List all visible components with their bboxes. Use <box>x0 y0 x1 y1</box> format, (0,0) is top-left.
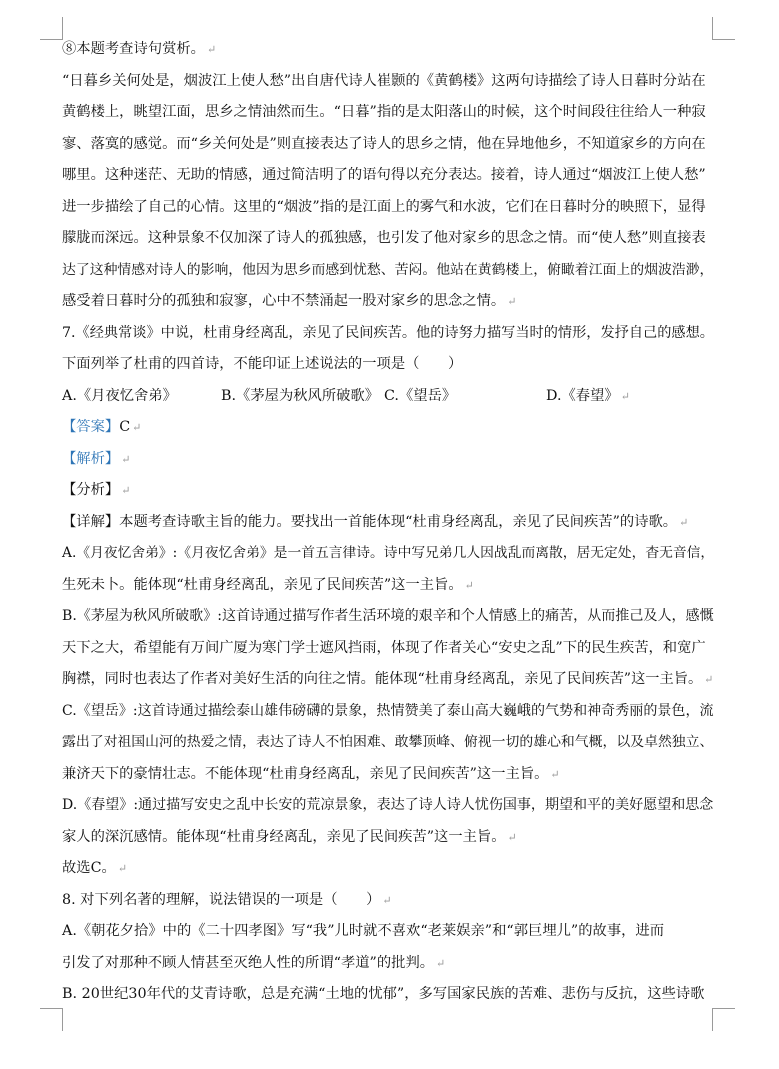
text-line: B. 20世纪30年代的艾青诗歌，总是充满“土地的忧郁”，多写国家民族的苦难、悲伤与反抗，这些诗歌 <box>62 986 705 1002</box>
option-d: D.《春望》 ↵ <box>546 387 630 404</box>
answer-tag: 【答案】 <box>62 419 120 435</box>
text-line: A.《月夜忆舍弟》:《月夜忆舍弟》是一首五言律诗。诗中写兄弟几人因战乱而离散，居无定处，杳无音信， <box>62 545 715 561</box>
option-c: C.《望岳》 <box>384 387 457 404</box>
text-line: 故选C。 ↵ <box>62 860 128 876</box>
text-line: C.《望岳》:这首诗通过描绘泰山雄伟磅礴的景象，热情赞美了泰山高大巍峨的气势和神奇秀丽的景色，流 <box>62 702 714 719</box>
text-line: 兼济天下的豪情壮志。不能体现“杜甫身经离乱，亲见了民间疾苦”这一主旨。 ↵ <box>62 765 560 782</box>
text-line: 朦胧而深远。这种景象不仅加深了诗人的孤独感，也引发了他对家乡的思念之情。而“使人愁”则直接表 <box>62 230 706 246</box>
fenxi-tag: 【分析】 <box>62 482 120 498</box>
text-line: A.《朝花夕拾》中的《二十四孝图》写“我”儿时就不喜欢“老莱娱亲”和“郭巨埋儿”的故事，进而 <box>62 923 665 939</box>
fenxi-line: 【分析】 ↵ <box>62 482 131 498</box>
text-line: 引发了对那种不顾人情甚至灭绝人性的所谓“孝道”的批判。 ↵ <box>62 954 446 971</box>
text-line: B.《茅屋为秋风所破歌》:这首诗通过描写作者生活环境的艰辛和个人情感上的痛苦，从而推己及人，感慨 <box>62 608 714 624</box>
option-a: A.《月夜忆舍弟》 <box>62 387 177 404</box>
text-line: 生死未卜。能体现“杜甫身经离乱，亲见了民间疾苦”这一主旨。 ↵ <box>62 576 474 593</box>
text-line: 寥、落寞的感觉。而“乡关何处是”则直接表达了诗人的思乡之情，他在异地他乡，不知道家乡的方向在 <box>62 135 706 152</box>
text-line: ⑧本题考查诗句赏析。 ↵ <box>62 41 217 57</box>
question-7-stem: 7.《经典常谈》中说，杜甫身经离乱，亲见了民间疾苦。他的诗努力描写当时的情形，发抒自己的感想。 <box>62 324 714 341</box>
text-line: 家人的深沉感情。能体现“杜甫身经离乱，亲见了民间疾苦”这一主旨。 ↵ <box>62 828 517 845</box>
text-line: 露出了对祖国山河的热爱之情，表达了诗人不怕困难、敢攀顶峰、俯视一切的雄心和气概，以及卓然独立、 <box>62 734 714 750</box>
answer-line: 【答案】C ↵ <box>62 419 142 435</box>
page-corner-mark-top-right <box>712 17 735 40</box>
question-7-options <box>62 386 714 406</box>
page-corner-mark-bottom-left <box>40 1008 63 1031</box>
text-line: 天下之大，希望能有万间广厦为寒门学士遮风挡雨，体现了作者关心“安史之乱”下的民生疾苦，和宽广 <box>62 639 706 656</box>
analysis-tag: 【解析】 <box>62 450 120 467</box>
text-line: 达了这种情感对诗人的影响，他因为思乡而感到忧愁、苦闷。他站在黄鹤楼上，俯瞰着江面上的烟波浩渺， <box>62 261 714 278</box>
text-line: “日暮乡关何处是，烟波江上使人愁”出自唐代诗人崔颢的《黄鹤楼》这两句诗描绘了诗人日暮时分站在 <box>62 72 706 89</box>
option-b: B.《茅屋为秋风所破歌》 <box>221 387 380 404</box>
answer-value: C <box>119 419 131 435</box>
question-8-stem: 8. 对下列名著的理解，说法错误的一项是（ ） ↵ <box>62 891 392 908</box>
text-line: 【详解】本题考查诗歌主旨的能力。要找出一首能体现“杜甫身经离乱，亲见了民间疾苦”的诗歌。 ↵ <box>62 513 689 530</box>
text-line: 哪里。这种迷茫、无助的情感，通过简洁明了的语句得以充分表达。接着，诗人通过“烟波江上使人愁” <box>62 167 706 183</box>
page-corner-mark-bottom-right <box>712 1008 735 1031</box>
text-line: 胸襟，同时也表达了作者对美好生活的向往之情。能体现“杜甫身经离乱，亲见了民间疾苦”这一主旨。 ↵ <box>62 671 714 687</box>
question-7-stem: 下面列举了杜甫的四首诗，不能印证上述说法的一项是（ ） <box>62 356 463 372</box>
page-corner-mark-top-left <box>40 17 63 40</box>
text-line: 黄鹤楼上，眺望江面，思乡之情油然而生。“日暮”指的是太阳落山的时候，这个时间段往往给人一种寂 <box>62 104 706 120</box>
text-line: 进一步描绘了自己的心情。这里的“烟波”指的是江面上的雾气和水波，它们在日暮时分的映照下，显得 <box>62 198 706 215</box>
text-line: D.《春望》:通过描写安史之乱中长安的荒凉景象，表达了诗人诗人忧伤国事，期望和平的美好愿望和思念 <box>62 797 714 813</box>
analysis-line: 【解析】 ↵ <box>62 450 131 467</box>
text-line: 感受着日暮时分的孤独和寂寥，心中不禁涌起一股对家乡的思念之情。 ↵ <box>62 293 517 309</box>
